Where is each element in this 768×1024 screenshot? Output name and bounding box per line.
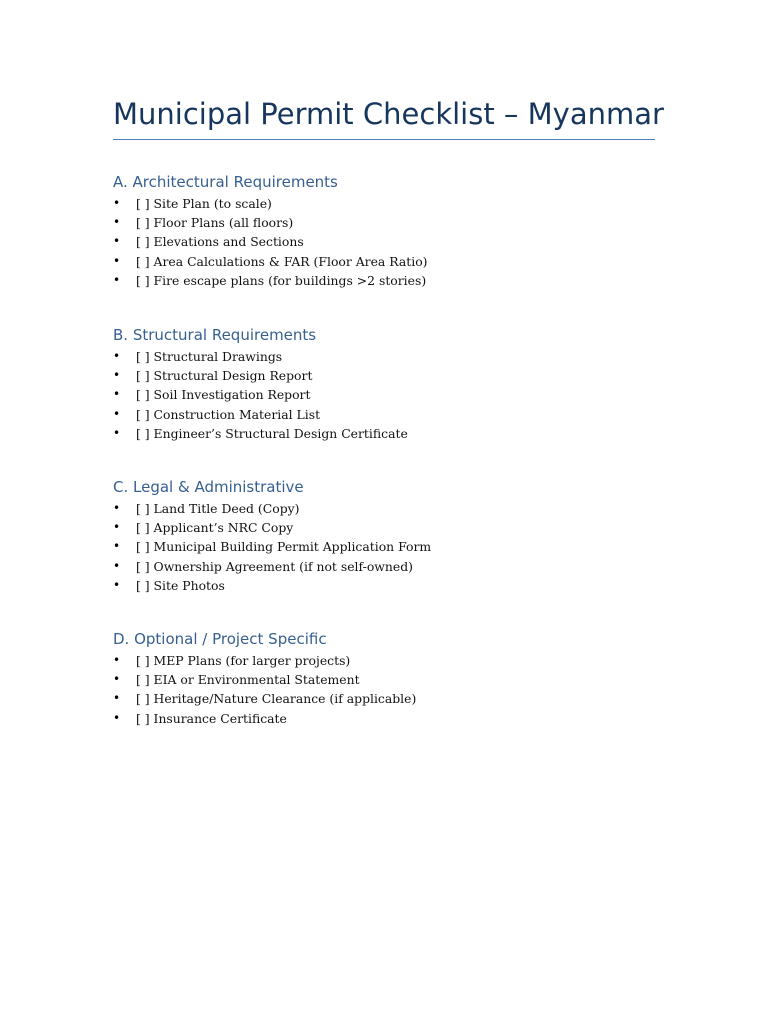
checklist-item bbox=[113, 424, 673, 443]
bullet-icon: • bbox=[113, 253, 121, 268]
bullet-icon: • bbox=[113, 520, 121, 535]
section-optional-project-specific bbox=[113, 627, 673, 728]
checklist-item bbox=[113, 557, 673, 576]
checklist-item-text: [ ] Site Photos bbox=[136, 577, 225, 593]
checklist-item-text: [ ] Fire escape plans (for buildings >2 stories) bbox=[136, 272, 427, 288]
bullet-icon: • bbox=[113, 349, 121, 363]
bullet-icon: • bbox=[113, 710, 121, 725]
title-underline bbox=[113, 139, 655, 140]
checklist-item-text: [ ] Structural Drawings bbox=[136, 349, 283, 364]
section-heading: B. Structural Requirements bbox=[113, 326, 317, 344]
bullet-icon: • bbox=[113, 501, 121, 515]
bullet-icon: • bbox=[113, 234, 121, 249]
checklist-item bbox=[113, 651, 673, 670]
bullet-icon: • bbox=[113, 539, 121, 554]
bullet-icon: • bbox=[113, 272, 121, 287]
checklist-item bbox=[113, 232, 673, 251]
section-legal-administrative bbox=[113, 475, 673, 595]
checklist-item bbox=[113, 709, 673, 728]
checklist-item-text: [ ] Applicant’s NRC Copy bbox=[136, 520, 294, 536]
bullet-icon: • bbox=[113, 653, 121, 667]
checklist-item-text: [ ] EIA or Environmental Statement bbox=[136, 672, 360, 688]
checklist bbox=[113, 194, 673, 290]
checklist-item bbox=[113, 689, 673, 708]
checklist-item-text: [ ] Engineer’s Structural Design Certificate bbox=[136, 425, 408, 441]
bullet-icon: • bbox=[113, 691, 121, 706]
checklist-item-text: [ ] MEP Plans (for larger projects) bbox=[136, 653, 351, 668]
checklist bbox=[113, 347, 673, 443]
checklist-item-text: [ ] Ownership Agreement (if not self-owned) bbox=[136, 558, 413, 574]
checklist-item bbox=[113, 213, 673, 232]
section-heading: C. Legal & Administrative bbox=[113, 478, 304, 496]
checklist-item-text: [ ] Elevations and Sections bbox=[136, 234, 304, 250]
checklist-item-text: [ ] Insurance Certificate bbox=[136, 710, 287, 726]
bullet-icon: • bbox=[113, 425, 121, 440]
bullet-icon: • bbox=[113, 387, 121, 402]
bullet-icon: • bbox=[113, 196, 121, 210]
checklist-item-text: [ ] Municipal Building Permit Application Form bbox=[136, 539, 432, 555]
checklist-item-text: [ ] Site Plan (to scale) bbox=[136, 196, 272, 211]
section-structural bbox=[113, 323, 673, 443]
checklist-item-text: [ ] Heritage/Nature Clearance (if applicable) bbox=[136, 691, 417, 707]
checklist-item-text: [ ] Construction Material List bbox=[136, 406, 321, 422]
checklist-item bbox=[113, 194, 673, 213]
checklist bbox=[113, 499, 673, 595]
checklist-item bbox=[113, 537, 673, 556]
checklist-item bbox=[113, 499, 673, 518]
section-heading: A. Architectural Requirements bbox=[113, 173, 338, 191]
checklist bbox=[113, 651, 673, 728]
bullet-icon: • bbox=[113, 577, 121, 592]
bullet-icon: • bbox=[113, 368, 121, 383]
checklist-item bbox=[113, 405, 673, 424]
section-architectural bbox=[113, 170, 673, 290]
bullet-icon: • bbox=[113, 406, 121, 421]
checklist-item-text: [ ] Soil Investigation Report bbox=[136, 387, 311, 403]
checklist-item-text: [ ] Floor Plans (all floors) bbox=[136, 215, 294, 231]
checklist-item bbox=[113, 271, 673, 290]
checklist-item bbox=[113, 385, 673, 404]
checklist-item-text: [ ] Structural Design Report bbox=[136, 368, 313, 384]
section-heading: D. Optional / Project Specific bbox=[113, 630, 327, 648]
checklist-item bbox=[113, 670, 673, 689]
checklist-item bbox=[113, 347, 673, 366]
checklist-item bbox=[113, 576, 673, 595]
checklist-item bbox=[113, 366, 673, 385]
checklist-item-text: [ ] Land Title Deed (Copy) bbox=[136, 501, 300, 516]
bullet-icon: • bbox=[113, 215, 121, 230]
bullet-icon: • bbox=[113, 558, 121, 573]
checklist-item bbox=[113, 518, 673, 537]
bullet-icon: • bbox=[113, 672, 121, 687]
checklist-item bbox=[113, 252, 673, 271]
checklist-item-text: [ ] Area Calculations & FAR (Floor Area Ratio) bbox=[136, 253, 428, 269]
document-title: Municipal Permit Checklist – Myanmar bbox=[113, 97, 664, 131]
